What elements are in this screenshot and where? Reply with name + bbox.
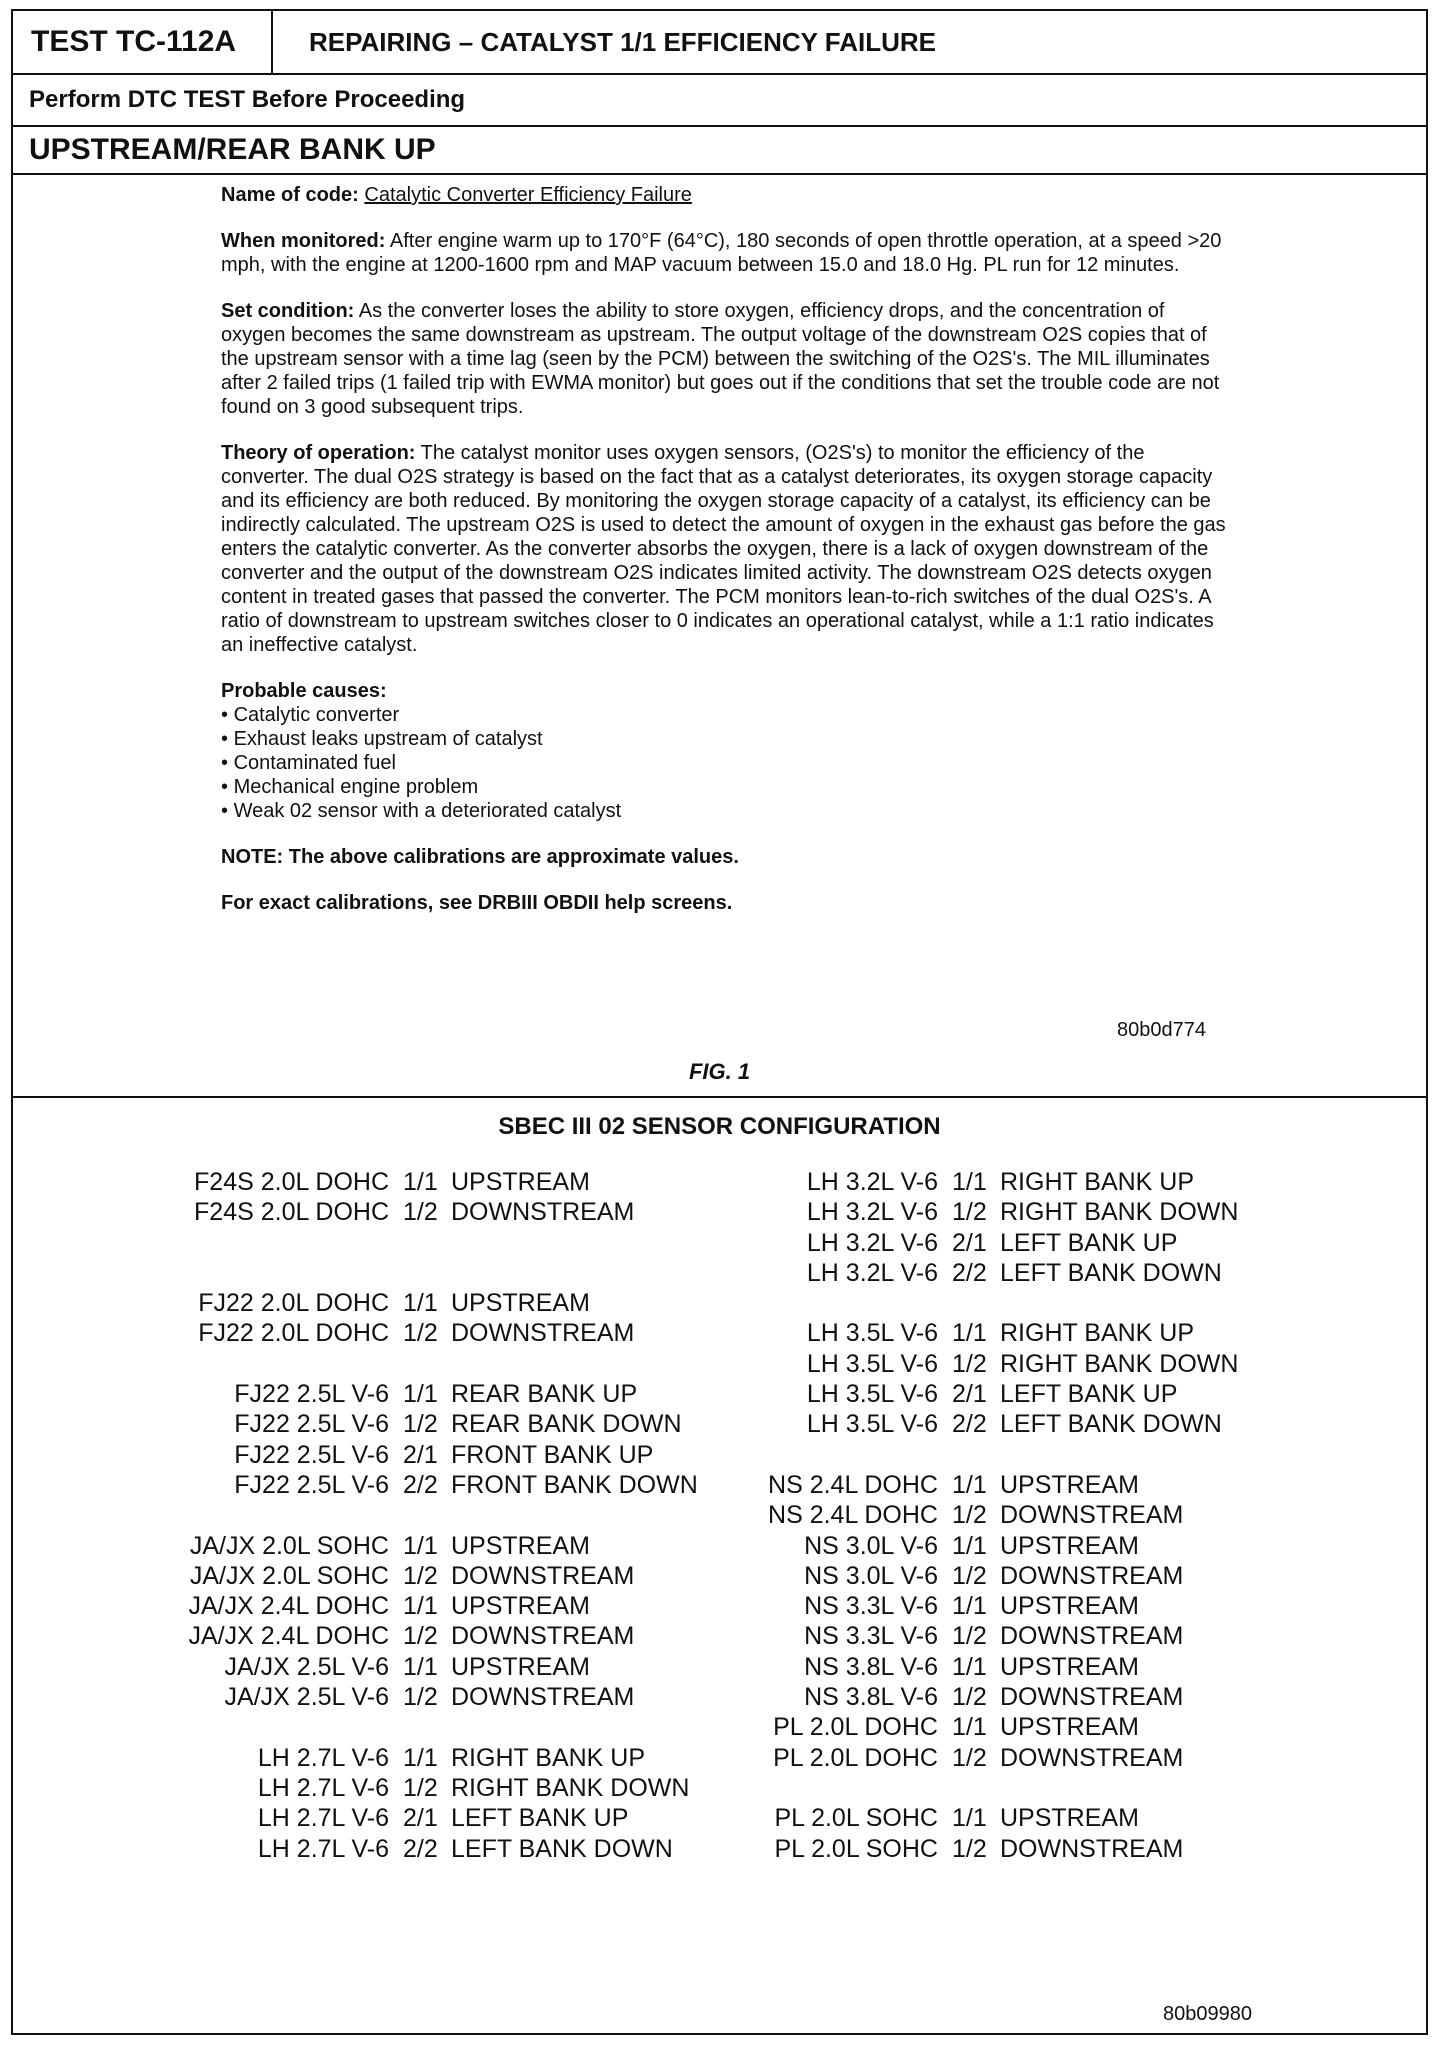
engine-label: FJ22 2.0L DOHC <box>198 1319 389 1348</box>
sensor-description: DOWNSTREAM <box>451 1683 635 1712</box>
engine-label: F24S 2.0L DOHC <box>194 1168 389 1196</box>
config-row <box>748 1773 1238 1803</box>
sensor-description: RIGHT BANK DOWN <box>1000 1198 1239 1227</box>
page-frame <box>11 9 1428 2035</box>
engine-label <box>163 1712 403 1742</box>
sensor-description: DOWNSTREAM <box>1000 1622 1184 1651</box>
engine-label: NS 3.0L V-6 <box>804 1531 938 1560</box>
sensor-description: LEFT BANK UP <box>1000 1228 1178 1257</box>
config-row <box>748 1743 1238 1773</box>
sensor-description: DOWNSTREAM <box>1000 1683 1184 1712</box>
sensor-description: LEFT BANK DOWN <box>1000 1258 1222 1287</box>
engine-label <box>163 1258 403 1288</box>
sensor-position: 1/1 <box>952 1168 987 1196</box>
config-row <box>748 1197 1238 1227</box>
engine-label: LH 2.7L V-6 <box>257 1743 389 1772</box>
sensor-description: UPSTREAM <box>451 1592 590 1621</box>
engine-label: LH 3.2L V-6 <box>806 1228 938 1257</box>
sensor-description: RIGHT BANK UP <box>1000 1319 1195 1348</box>
config-row <box>748 1349 1238 1379</box>
sensor-description: RIGHT BANK UP <box>451 1743 646 1772</box>
config-row <box>163 1258 698 1288</box>
sensor-description: LEFT BANK DOWN <box>451 1834 673 1863</box>
sensor-description: UPSTREAM <box>1000 1531 1139 1560</box>
sensor-position <box>403 1500 451 1530</box>
engine-label: JA/JX 2.4L DOHC <box>188 1622 389 1651</box>
sensor-position <box>403 1258 451 1288</box>
monitored-label: When monitored: <box>221 230 386 252</box>
sensor-position: 1/1 <box>403 1531 438 1560</box>
perform-notice: Perform DTC TEST Before Proceeding <box>13 75 1426 127</box>
cause-item: • Weak 02 sensor with a deteriorated catalyst <box>221 799 1231 823</box>
sensor-position: 1/1 <box>952 1319 987 1348</box>
sensor-position: 1/1 <box>952 1804 987 1833</box>
config-row <box>163 1834 698 1864</box>
engine-label <box>748 1440 952 1470</box>
engine-label: F24S 2.0L DOHC <box>194 1198 389 1227</box>
engine-label: FJ22 2.5L V-6 <box>234 1470 389 1499</box>
sensor-position: 1/1 <box>952 1531 987 1560</box>
config-row <box>748 1288 1238 1318</box>
monitored-text: After engine warm up to 170°F (64°C), 180 seconds of open throttle operation, at a speed >20 mph, with the engine at 1200-1600 rpm and MAP vacuum between 15.0 and 18.0 Hg. PL run for 12 minutes. <box>221 230 1222 276</box>
config-row <box>748 1834 1238 1864</box>
sensor-position: 1/1 <box>952 1592 987 1621</box>
sensor-position: 1/2 <box>403 1410 438 1439</box>
sensor-position: 1/1 <box>403 1289 438 1318</box>
theory-of-operation <box>221 441 1231 657</box>
config-row <box>748 1440 1238 1470</box>
theory-text: The catalyst monitor uses oxygen sensors, (O2S's) to monitor the efficiency of the converter. The dual O2S strategy is based on the fact that as a catalyst deteriorates, its oxygen storage capacity and its efficiency are both reduced. By monitoring the oxygen storage capacity of a catalyst, its efficiency can be indirectly calculated. The upstream O2S is used to detect the amount of oxygen in the exhaust gas before the gas enters the catalytic converter. As the converter absorbs the oxygen, there is a lack of oxygen downstream of the converter and the output of the downstream O2S indicates limited activity. The downstream O2S detects oxygen content in treated gases that passed the converter. The PCM monitors lean-to-rich switches of the dual O2S's. A ratio of downstream to upstream switches closer to 0 indicates an operational catalyst, while a 1:1 ratio indicates an ineffective catalyst. <box>221 442 1226 656</box>
engine-label <box>748 1288 952 1318</box>
engine-label: FJ22 2.5L V-6 <box>234 1380 389 1409</box>
sensor-description: RIGHT BANK DOWN <box>451 1773 690 1802</box>
config-row <box>748 1258 1238 1288</box>
sensor-position: 2/2 <box>952 1258 987 1287</box>
config-row <box>163 1440 698 1470</box>
section-title: UPSTREAM/REAR BANK UP <box>29 133 436 166</box>
sensor-description: DOWNSTREAM <box>1000 1501 1184 1530</box>
engine-label: JA/JX 2.0L SOHC <box>189 1561 389 1590</box>
sensor-description: DOWNSTREAM <box>451 1561 635 1590</box>
engine-label: LH 2.7L V-6 <box>257 1834 389 1863</box>
config-row <box>748 1228 1238 1258</box>
sensor-position: 1/1 <box>952 1652 987 1681</box>
engine-label <box>748 1773 952 1803</box>
engine-label: FJ22 2.5L V-6 <box>234 1410 389 1439</box>
cause-item: • Mechanical engine problem <box>221 775 1231 799</box>
config-right-column <box>748 1167 1238 1864</box>
sensor-position: 1/2 <box>403 1319 438 1348</box>
name-label: Name of code: <box>221 184 359 206</box>
config-row <box>163 1621 698 1651</box>
config-row <box>163 1349 698 1379</box>
sensor-position: 1/1 <box>403 1380 438 1409</box>
config-row <box>748 1682 1238 1712</box>
sensor-position: 1/2 <box>952 1501 987 1530</box>
sensor-position: 1/1 <box>952 1713 987 1742</box>
config-row <box>163 1531 698 1561</box>
causes-label: Probable causes: <box>221 680 387 702</box>
config-left-column <box>163 1167 698 1864</box>
config-row <box>163 1591 698 1621</box>
engine-label: PL 2.0L SOHC <box>774 1804 938 1833</box>
engine-label: JA/JX 2.4L DOHC <box>188 1592 389 1621</box>
set-label: Set condition: <box>221 300 355 322</box>
sensor-position: 1/1 <box>403 1592 438 1621</box>
config-row <box>163 1167 698 1197</box>
sensor-position: 1/2 <box>403 1683 438 1712</box>
config-row <box>163 1470 698 1500</box>
config-row <box>163 1652 698 1682</box>
name-of-code <box>221 183 1231 207</box>
sensor-position: 1/2 <box>952 1743 987 1772</box>
sensor-description: UPSTREAM <box>1000 1652 1139 1681</box>
sensor-description: UPSTREAM <box>1000 1592 1139 1621</box>
engine-label: LH 3.5L V-6 <box>806 1410 938 1439</box>
config-row <box>748 1561 1238 1591</box>
config-row <box>748 1652 1238 1682</box>
sensor-description: FRONT BANK UP <box>451 1440 654 1469</box>
engine-label: PL 2.0L DOHC <box>773 1743 938 1772</box>
sensor-description: RIGHT BANK UP <box>1000 1168 1195 1196</box>
sensor-description: LEFT BANK UP <box>451 1804 629 1833</box>
config-row <box>163 1773 698 1803</box>
engine-label <box>163 1349 403 1379</box>
sensor-position <box>403 1349 451 1379</box>
header-row <box>13 11 1426 75</box>
engine-label: JA/JX 2.5L V-6 <box>224 1683 389 1712</box>
config-row <box>748 1167 1238 1197</box>
sensor-position: 1/2 <box>952 1622 987 1651</box>
sensor-position: 1/2 <box>403 1773 438 1802</box>
sensor-description: DOWNSTREAM <box>1000 1561 1184 1590</box>
sensor-position: 1/2 <box>403 1198 438 1227</box>
divider <box>13 173 1426 175</box>
engine-label: FJ22 2.0L DOHC <box>198 1289 389 1318</box>
engine-label <box>163 1500 403 1530</box>
engine-label: PL 2.0L DOHC <box>773 1713 938 1742</box>
sensor-position: 1/2 <box>952 1349 987 1378</box>
figure-code: 80b0d774 <box>1117 1019 1206 1041</box>
sensor-description: FRONT BANK DOWN <box>451 1470 698 1499</box>
config-row <box>163 1500 698 1530</box>
set-text: As the converter loses the ability to store oxygen, efficiency drops, and the concentration of oxygen becomes the same downstream as upstream. The output voltage of the downstream O2S copies that of the upstream sensor with a time lag (seen by the PCM) between the switching of the O2S's. The MIL illuminates after 2 failed trips (1 failed trip with EWMA monitor) but goes out if the conditions that set the trouble code are not found on 3 good subsequent trips. <box>221 300 1220 418</box>
config-row <box>748 1531 1238 1561</box>
engine-label: FJ22 2.5L V-6 <box>234 1440 389 1469</box>
sensor-description: DOWNSTREAM <box>451 1622 635 1651</box>
config-row <box>163 1228 698 1258</box>
sensor-position: 2/1 <box>952 1228 987 1257</box>
sensor-description: DOWNSTREAM <box>451 1319 635 1348</box>
cause-item: • Exhaust leaks upstream of catalyst <box>221 727 1231 751</box>
divider <box>13 1096 1426 1098</box>
sensor-position: 1/1 <box>403 1652 438 1681</box>
sensor-position: 1/2 <box>952 1198 987 1227</box>
sensor-description: DOWNSTREAM <box>451 1198 635 1227</box>
engine-label: LH 3.5L V-6 <box>806 1319 938 1348</box>
set-condition <box>221 299 1231 419</box>
config-code: 80b09980 <box>1163 2003 1252 2025</box>
engine-label: JA/JX 2.0L SOHC <box>189 1531 389 1560</box>
engine-label: NS 2.4L DOHC <box>768 1501 938 1530</box>
config-row <box>748 1318 1238 1348</box>
sensor-description: UPSTREAM <box>451 1652 590 1681</box>
engine-label <box>163 1228 403 1258</box>
engine-label: NS 3.8L V-6 <box>804 1683 938 1712</box>
config-row <box>748 1409 1238 1439</box>
engine-label: LH 2.7L V-6 <box>257 1804 389 1833</box>
engine-label: LH 3.2L V-6 <box>806 1168 938 1196</box>
sensor-description: REAR BANK DOWN <box>451 1410 682 1439</box>
sensor-position: 1/2 <box>403 1561 438 1590</box>
sensor-position: 1/1 <box>403 1168 438 1196</box>
config-row <box>163 1712 698 1742</box>
figure-label: FIG. 1 <box>688 1059 751 1084</box>
sensor-position: 1/2 <box>403 1622 438 1651</box>
sensor-position: 1/2 <box>952 1561 987 1590</box>
engine-label: LH 3.5L V-6 <box>806 1380 938 1409</box>
sensor-description: UPSTREAM <box>1000 1470 1139 1499</box>
config-row <box>163 1682 698 1712</box>
config-row <box>748 1500 1238 1530</box>
config-row <box>163 1803 698 1833</box>
sensor-position: 2/1 <box>403 1804 438 1833</box>
sensor-position: 1/2 <box>952 1834 987 1863</box>
sensor-description: UPSTREAM <box>1000 1713 1139 1742</box>
config-row <box>748 1621 1238 1651</box>
config-row <box>163 1197 698 1227</box>
config-row <box>748 1379 1238 1409</box>
sensor-description: LEFT BANK DOWN <box>1000 1410 1222 1439</box>
sensor-position: 2/2 <box>952 1410 987 1439</box>
engine-label: JA/JX 2.5L V-6 <box>224 1652 389 1681</box>
sensor-description: UPSTREAM <box>451 1168 590 1196</box>
probable-causes <box>221 679 1231 823</box>
engine-label: NS 3.3L V-6 <box>804 1592 938 1621</box>
when-monitored <box>221 229 1231 277</box>
test-title: REPAIRING – CATALYST 1/1 EFFICIENCY FAILURE <box>309 26 936 57</box>
engine-label: LH 3.2L V-6 <box>806 1198 938 1227</box>
sensor-position: 2/1 <box>952 1380 987 1409</box>
sensor-position <box>403 1228 451 1258</box>
test-id: TEST TC-112A <box>13 11 273 73</box>
engine-label: NS 3.3L V-6 <box>804 1622 938 1651</box>
engine-label: PL 2.0L SOHC <box>774 1834 938 1863</box>
note-line-2: For exact calibrations, see DRBIII OBDII help screens. <box>221 892 733 914</box>
sensor-position: 1/2 <box>952 1683 987 1712</box>
causes-list <box>221 703 1231 823</box>
sensor-position <box>952 1288 1000 1318</box>
sensor-position <box>403 1712 451 1742</box>
sensor-description: UPSTREAM <box>1000 1804 1139 1833</box>
config-row <box>163 1409 698 1439</box>
engine-label: NS 3.8L V-6 <box>804 1652 938 1681</box>
theory-label: Theory of operation: <box>221 442 416 464</box>
config-title: SBEC III 02 SENSOR CONFIGURATION <box>498 1113 941 1140</box>
sensor-position: 2/1 <box>403 1440 438 1469</box>
sensor-position: 2/2 <box>403 1834 438 1863</box>
config-row <box>163 1318 698 1348</box>
engine-label: NS 3.0L V-6 <box>804 1561 938 1590</box>
engine-label: LH 3.5L V-6 <box>806 1349 938 1378</box>
config-row <box>163 1743 698 1773</box>
sensor-description: DOWNSTREAM <box>1000 1743 1184 1772</box>
sensor-description: UPSTREAM <box>451 1289 590 1318</box>
config-row <box>163 1561 698 1591</box>
engine-label: LH 3.2L V-6 <box>806 1258 938 1287</box>
name-value: Catalytic Converter Efficiency Failure <box>364 184 692 206</box>
sensor-position: 1/1 <box>403 1743 438 1772</box>
sensor-description: REAR BANK UP <box>451 1380 638 1409</box>
details-body <box>221 183 1231 937</box>
config-row <box>748 1470 1238 1500</box>
engine-label: NS 2.4L DOHC <box>768 1470 938 1499</box>
sensor-position: 2/2 <box>403 1470 438 1499</box>
sensor-position: 1/1 <box>952 1470 987 1499</box>
sensor-description: LEFT BANK UP <box>1000 1380 1178 1409</box>
sensor-description: UPSTREAM <box>451 1531 590 1560</box>
config-row <box>748 1803 1238 1833</box>
sensor-description: RIGHT BANK DOWN <box>1000 1349 1239 1378</box>
sensor-position <box>952 1440 1000 1470</box>
cause-item: • Catalytic converter <box>221 703 1231 727</box>
engine-label: LH 2.7L V-6 <box>257 1773 389 1802</box>
cause-item: • Contaminated fuel <box>221 751 1231 775</box>
note-line-1: NOTE: The above calibrations are approximate values. <box>221 846 739 868</box>
config-row <box>748 1591 1238 1621</box>
config-row <box>748 1712 1238 1742</box>
config-row <box>163 1288 698 1318</box>
sensor-position <box>952 1773 1000 1803</box>
config-row <box>163 1379 698 1409</box>
sensor-description: DOWNSTREAM <box>1000 1834 1184 1863</box>
